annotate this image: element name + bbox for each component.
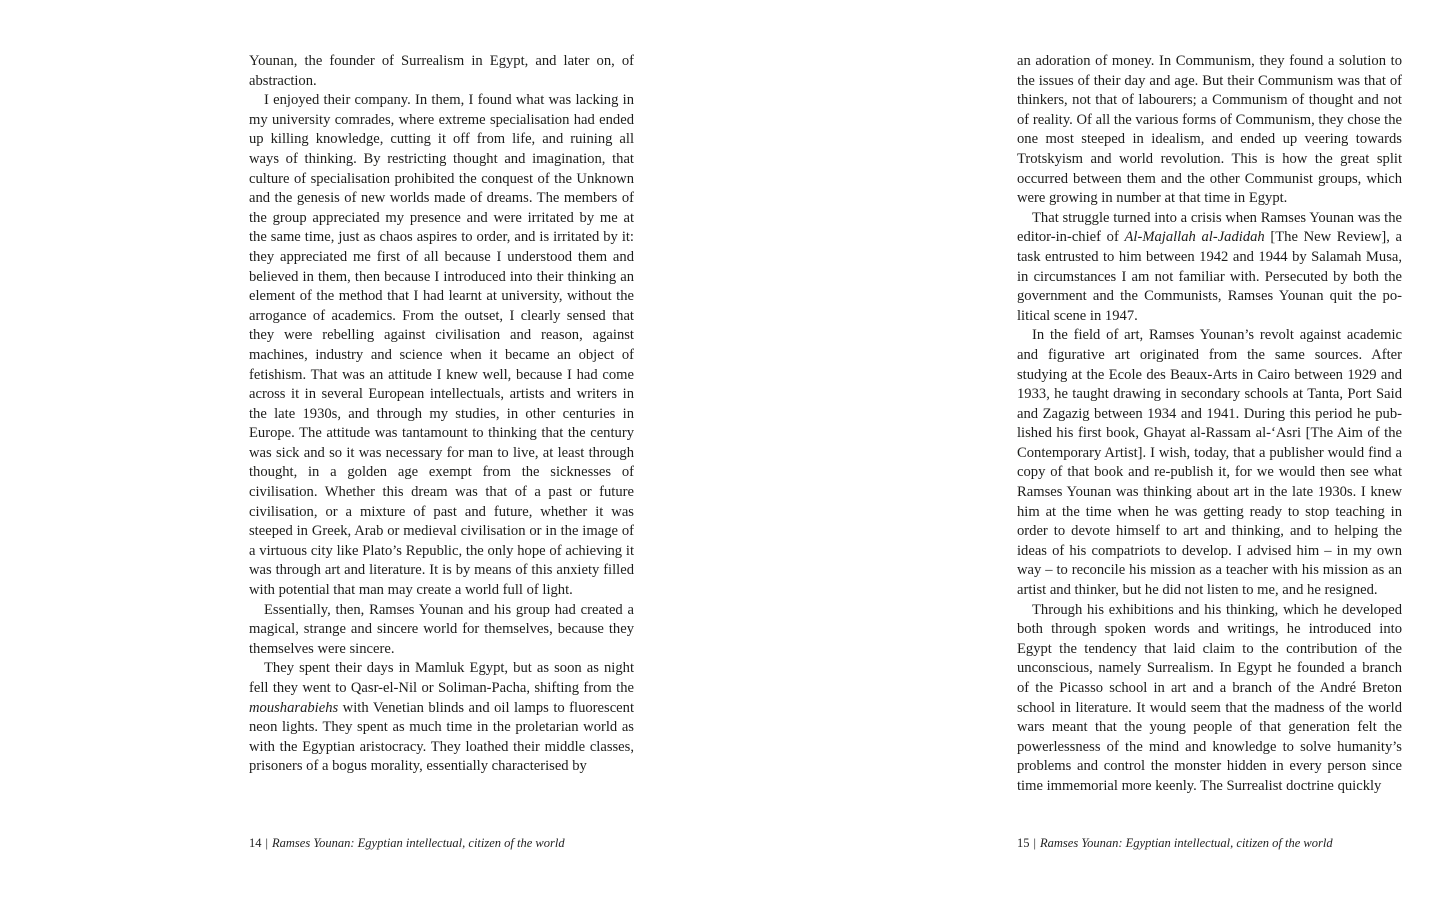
left-page-footer: [249, 836, 565, 851]
italic-title: Al-Majallah al-Jadidah: [1124, 229, 1265, 246]
right-page-footer: [1017, 836, 1333, 851]
paragraph-text: That struggle turned into a crisis when Ramses Younan was the editor-in-chief of: [1017, 209, 1402, 246]
left-page-body: [249, 52, 634, 777]
running-title: Ramses Younan: Egyptian intellectual, citizen of the world: [272, 836, 565, 850]
paragraph: [1017, 209, 1402, 327]
footer-separator: |: [1033, 836, 1037, 850]
page-number: 15: [1017, 836, 1030, 850]
paragraph: I enjoyed their company. In them, I found what was lacking in my university comrades, where extreme specialisation had ended up killing knowledge, cutting it off from life, and ruining all ways of thinking. By restricting thought and imagination, that culture of specialisation prohibited the conquest of the Unknown and the genesis of new worlds made of dreams. The members of the group appreciated my presence and were irritated by me at the same time, just as chaos aspires to order, and is irritated by it: they appreciated me first of all because I understood them and believed in them, then because I introduced into their thinking an element of the method that I had learnt at university, without the arrogance of academics. From the outset, I clearly sensed that they were rebelling against civilisation and reason, against machines, industry and science when it became an object of fetishism. That was an attitude I knew well, because I had come across it in several European intellectuals, artists and writers in the late 1930s, and through my studies, in other centuries in Europe. The attitude was tantamount to thinking that the century was sick and so it was necessary for man to live, at least through thought, in a golden age exempt from the sicknesses of civilisation. Whether this dream was that of a past or future civilisation, or a mixture of past and future, whether it was steeped in Greek, Arab or medieval civilisation or in the image of a virtuous city like Plato’s Republic, the only hope of achieving it was through art and literature. It is by means of this anxiety filled with potential that man may create a world full of light.: [249, 92, 634, 599]
paragraph-text: [The New Review], a task entrusted to him between 1942 and 1944 by Salamah Musa, in circumstances I am not familiar with. Persecuted by both the government and the Communists, Ramses Younan quit the political scene in 1947.: [1017, 229, 1403, 324]
running-title: Ramses Younan: Egyptian intellectual, citizen of the world: [1040, 836, 1333, 850]
paragraph: Younan, the founder of Surrealism in Egypt, and later on, of abstraction.: [249, 53, 634, 89]
italic-term: mousharabiehs: [249, 699, 339, 716]
paragraph-text: with Venetian blinds and oil lamps to fluorescent neon lights. They spent as much time in the proletarian world as with the Egyptian aristocracy. They loathed their middle classes, prisoners of a bogus morality, essentially characterised by: [249, 699, 634, 775]
footer-separator: |: [265, 836, 269, 850]
paragraph: [249, 659, 634, 777]
right-page: [723, 0, 1446, 904]
paragraph: an adoration of money. In Communism, they found a solution to the issues of their day and age. But their Communism was that of thinkers, not that of labourers; a Communism of thought and not of reality. Of all the various forms of Communism, they chose the one most steeped in idealism, and ended up veering towards Trotskyism and world revolution. This is how the great split occurred between them and the other Communist groups, which were growing in number at that time in Egypt.: [1017, 53, 1402, 207]
paragraph-text: They spent their days in Mamluk Egypt, but as soon as night fell they went to Qasr-el-Nil or Soliman-Pacha, shifting from the: [249, 660, 634, 696]
paragraph: Through his exhibitions and his thinking, which he developed both through spoken words and writings, he introduced into Egypt the tendency that laid claim to the contribution of the unconscious, namely Surrealism. In Egypt he founded a branch of the Picasso school in art and a branch of the André Breton school in literature. It would seem that the madness of the world wars meant that the young people of that generation felt the powerlessness of the mind and knowledge to solve humanity’s problems and control the monster hidden in every person since time immemorial more keenly. The Surrealist doctrine quickly: [1017, 601, 1402, 794]
paragraph: Essentially, then, Ramses Younan and his group had created a magical, strange and sincere world for themselves, because they themselves were sincere.: [249, 601, 634, 657]
page-number: 14: [249, 836, 262, 850]
paragraph: In the field of art, Ramses Younan’s revolt against academic and figurative art originated from the same sources. After studying at the Ecole des Beaux-Arts in Cairo between 1929 and 1933, he taught drawing in secondary schools at Tanta, Port Said and Zagazig between 1934 and 1941. During this period he published his first book, Ghayat al-Rassam al-‘Asri [The Aim of the Contemporary Artist]. I wish, today, that a publisher would find a copy of that book and re-publish it, for we would then see what Ramses Younan was thinking about art in the late 1930s. I knew him at the time when he was getting ready to stop teaching in order to devote himself to art and thinking, and to helping the ideas of his compatriots to develop. I advised him – in my own way – to reconcile his mission as a teacher with his mission as an artist and thinker, but he did not listen to me, and he resigned.: [1017, 327, 1402, 599]
right-page-body: [1017, 52, 1402, 797]
